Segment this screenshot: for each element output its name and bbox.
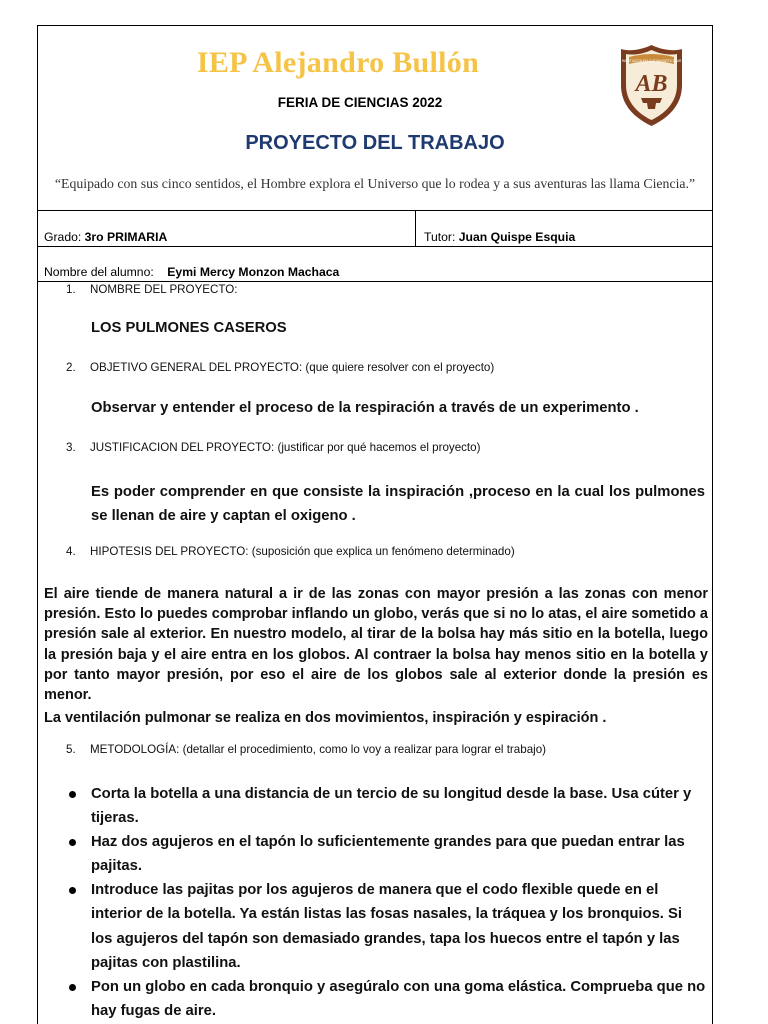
table-column-divider	[415, 210, 416, 246]
methodology-steps	[66, 782, 706, 1023]
tutor-cell	[424, 230, 575, 244]
grado-value: 3ro PRIMARIA	[84, 230, 168, 244]
school-crest-logo	[617, 43, 686, 128]
section-5-heading: 5. METODOLOGÍA: (detallar el procedimiento, como lo voy a realizar para lograr el trabajo)	[66, 743, 547, 756]
bullet-icon	[69, 839, 76, 846]
bullet-icon	[69, 984, 76, 991]
grado-cell	[44, 230, 167, 244]
hypothesis-text-2: La ventilación pulmonar se realiza en dos movimientos, inspiración y espiración .	[44, 710, 607, 726]
bullet-icon	[69, 887, 76, 894]
list-item: Corta la botella a una distancia de un tercio de su longitud desde la base. Usa cúter y tijeras.	[66, 782, 706, 830]
justification-text: Es poder comprender en que consiste la inspiración ,proceso en la cual los pulmones se llenan de aire y captan el oxigeno .	[91, 484, 705, 524]
project-name: LOS PULMONES CASEROS	[91, 320, 287, 336]
document-frame	[37, 25, 713, 1024]
alumno-cell	[44, 265, 339, 279]
svg-text:AB: AB	[635, 71, 668, 97]
science-quote: “Equipado con sus cinco sentidos, el Hombre explora el Universo que lo rodea y a sus aventuras las llama Ciencia.”	[54, 176, 696, 191]
svg-text:INSTITUCIÓN EDUCATIVA PARTICUL: INSTITUCIÓN EDUCATIVA PARTICULAR	[621, 59, 682, 63]
alumno-label: Nombre del alumno:	[44, 265, 154, 279]
bullet-icon	[69, 791, 76, 798]
table-divider	[38, 281, 712, 282]
objective-text: Observar y entender el proceso de la respiración a través de un experimento .	[91, 400, 639, 416]
tutor-label: Tutor:	[424, 230, 456, 244]
section-4-heading: 4. HIPOTESIS DEL PROYECTO: (suposición que explica un fenómeno determinado)	[66, 545, 515, 558]
list-item: Pon un globo en cada bronquio y asegúralo con una goma elástica. Comprueba que no hay fugas de aire.	[66, 975, 706, 1023]
event-title: FERIA DE CIENCIAS 2022	[277, 95, 443, 110]
document-title: PROYECTO DEL TRABAJO	[245, 132, 505, 154]
school-name: IEP Alejandro Bullón	[196, 46, 480, 79]
table-divider	[38, 246, 712, 247]
section-3-heading: 3. JUSTIFICACION DEL PROYECTO: (justificar por qué hacemos el proyecto)	[66, 441, 481, 454]
tutor-value: Juan Quispe Esquia	[458, 230, 576, 244]
section-2-heading: 2. OBJETIVO GENERAL DEL PROYECTO: (que quiere resolver con el proyecto)	[66, 361, 495, 374]
alumno-value: Eymi Mercy Monzon Machaca	[167, 265, 340, 279]
list-item: Introduce las pajitas por los agujeros de manera que el codo flexible quede en el interior de la botella. Ya están listas las fosas nasales, la tráquea y los bronquios. Si los agujeros del tapón son demasiado grandes, tapa los huecos entre el tapón y las pajitas con plastilina.	[66, 878, 706, 974]
grado-label: Grado:	[44, 230, 82, 244]
section-1-heading: 1. NOMBRE DEL PROYECTO:	[66, 283, 238, 296]
table-divider	[38, 210, 712, 211]
hypothesis-text: El aire tiende de manera natural a ir de las zonas con mayor presión a las zonas con menor presión. Esto lo puedes comprobar inflando un globo, verás que si no lo atas, el aire sometido a presión sale al exterior. En nuestro modelo, al tirar de la bolsa hay más sitio en la botella, luego la presión baja y el aire entra en los globos. Al contraer la bolsa hay menos sitio en la botella y por tanto mayor presión, por eso el aire de los globos sale al exterior donde la presión es menor.	[44, 586, 708, 704]
list-item: Haz dos agujeros en el tapón lo suficientemente grandes para que puedan entrar las pajitas.	[66, 830, 706, 878]
